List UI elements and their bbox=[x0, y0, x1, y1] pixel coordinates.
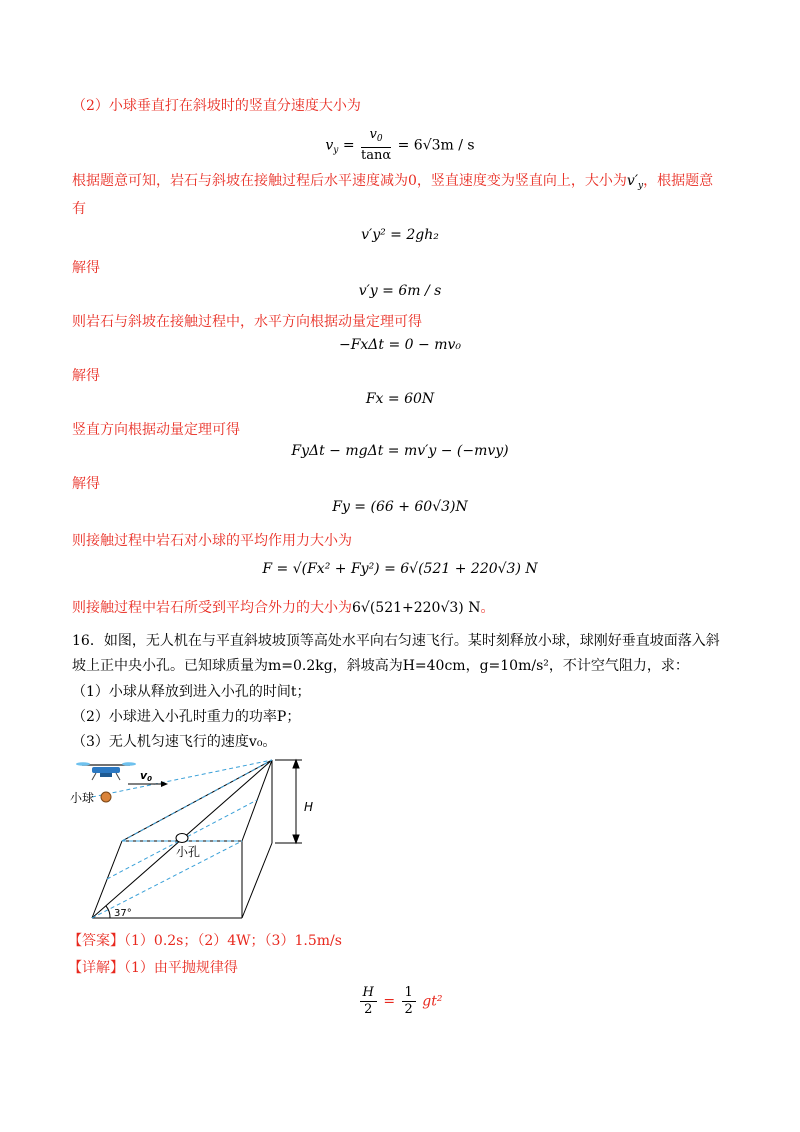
equation-fx: Fx = 60N bbox=[365, 391, 435, 407]
text-e: 则接触过程中岩石所受到平均合外力的大小为6√(521+220√3) N。 bbox=[72, 600, 495, 616]
label-h: H bbox=[304, 800, 314, 814]
solve-label-1: 解得 bbox=[72, 260, 100, 276]
text-c: 竖直方向根据动量定理可得 bbox=[72, 422, 240, 438]
equation-f-total: F = √(Fx² + Fy²) = 6√(521 + 220√3) N bbox=[262, 561, 538, 577]
angle-arc bbox=[106, 906, 110, 918]
equation-vertical-momentum: FyΔt − mgΔt = mv′y − (−mvy) bbox=[291, 443, 509, 459]
equation-fy: Fy = (66 + 60√3)N bbox=[332, 499, 468, 515]
ball-icon bbox=[101, 792, 111, 802]
q16-line-2: 坡上正中央小孔。已知球质量为m=0.2kg，斜坡高为H=40cm，g=10m/s²，不计空气阻力，求： bbox=[72, 658, 689, 674]
part2-title: （2）小球垂直打在斜坡时的竖直分速度大小为 bbox=[72, 98, 361, 114]
label-angle: 37° bbox=[114, 908, 132, 919]
detail-line: 【详解】（1）由平抛规律得 bbox=[68, 960, 238, 976]
equation-vy-prime: v′y = 6m / s bbox=[358, 283, 442, 299]
equation-horizontal-momentum: −FxΔt = 0 − mv₀ bbox=[338, 337, 462, 353]
label-ball: 小球 bbox=[70, 791, 95, 805]
drone-icon bbox=[76, 762, 136, 780]
hole-icon bbox=[176, 834, 188, 843]
equation-vy-prime-sq: v′y² = 2gh₂ bbox=[361, 227, 439, 243]
label-v0: v0 bbox=[140, 769, 153, 783]
text-d: 则接触过程中岩石对小球的平均作用力大小为 bbox=[72, 533, 352, 549]
q16-sub-1: （1）小球从释放到进入小孔的时间t； bbox=[72, 684, 311, 700]
text-a2: 有 bbox=[72, 201, 86, 217]
equation-projectile: $\frac{H}{2}$ = $\frac{1}{2}$ gt² bbox=[0, 985, 800, 1018]
text-a1: 根据题意可知，岩石与斜坡在接触过程后水平速度减为0，竖直速度变为竖直向上，大小为$v'_y$，根据题意 bbox=[72, 173, 714, 191]
q16-sub-2: （2）小球进入小孔时重力的功率P； bbox=[72, 709, 301, 725]
text-b: 则岩石与斜坡在接触过程中，水平方向根据动量定理可得 bbox=[72, 314, 422, 330]
q16-sub-3: （3）无人机匀速飞行的速度v₀。 bbox=[72, 734, 277, 750]
slope-figure bbox=[70, 755, 330, 925]
slope-back-bottom-edge bbox=[242, 843, 272, 918]
equation-vy: $v_y$ = $\frac{v_0}{\tan\alpha}$ = 6√3m / s bbox=[325, 127, 475, 163]
slope-left-edge bbox=[92, 841, 122, 918]
q16-line-1: 16．如图，无人机在与平直斜坡坡顶等高处水平向右匀速飞行。某时刻释放小球，球刚好垂直坡面落入斜 bbox=[72, 633, 720, 649]
answer-line: 【答案】（1）0.2s；（2）4W；（3）1.5m/s bbox=[68, 933, 342, 949]
label-hole: 小孔 bbox=[176, 845, 201, 859]
solve-label-3: 解得 bbox=[72, 476, 100, 492]
solve-label-2: 解得 bbox=[72, 368, 100, 384]
